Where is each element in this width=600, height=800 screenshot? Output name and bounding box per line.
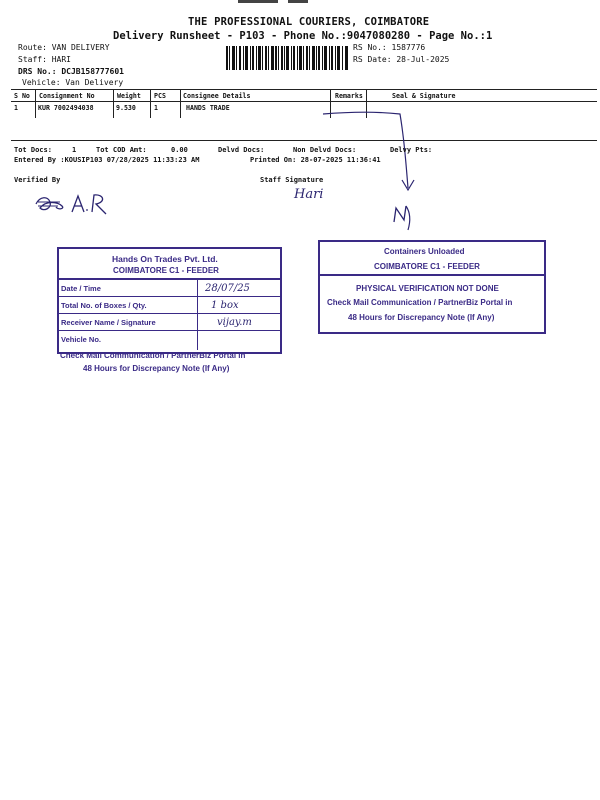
left-stamp-boxes-label: Total No. of Boxes / Qty. xyxy=(61,301,147,310)
left-stamp-grid-h xyxy=(57,330,280,331)
drs-number: DRS No.: DCJB158777601 xyxy=(18,67,124,76)
left-stamp-branch: COIMBATORE C1 - FEEDER xyxy=(113,266,219,275)
table-row-consignee: HANDS TRADE xyxy=(186,104,230,112)
table-row-pcs: 1 xyxy=(154,104,158,112)
tot-docs-value: 1 xyxy=(72,146,77,154)
left-stamp-date-label: Date / Time xyxy=(61,284,101,293)
left-stamp xyxy=(57,247,281,375)
entered-by: Entered By :KOUSIP103 07/28/2025 11:33:23 AM xyxy=(14,156,200,164)
table-divider xyxy=(150,89,151,118)
table-header-border xyxy=(11,101,597,102)
table-header-consignee: Consignee Details xyxy=(183,92,251,100)
delvy-pts-label: Delvy Pts: xyxy=(390,146,433,154)
right-stamp-divider xyxy=(320,274,544,276)
left-stamp-company: Hands On Trades Pvt. Ltd. xyxy=(112,254,218,264)
left-stamp-vehicle-label: Vehicle No. xyxy=(61,335,102,344)
table-row-consignment: KUR 7002494038 xyxy=(38,104,94,112)
tot-cod-label: Tot COD Amt: xyxy=(96,146,147,154)
table-header-pcs: PCS xyxy=(154,92,166,100)
left-stamp-date-value: 28/07/25 xyxy=(205,283,250,294)
table-row-sno: 1 xyxy=(14,104,18,112)
right-stamp-title: Containers Unloaded xyxy=(384,247,465,256)
left-stamp-grid-h xyxy=(57,296,280,297)
handwritten-arrow xyxy=(318,108,428,238)
left-stamp-footer-2: 48 Hours for Discrepancy Note (If Any) xyxy=(83,364,230,373)
rs-date: RS Date: 28-Jul-2025 xyxy=(353,55,450,64)
table-header-seal: Seal & Signature xyxy=(392,92,456,100)
non-delvd-docs-label: Non Delvd Docs: xyxy=(293,146,357,154)
right-stamp-warning: PHYSICAL VERIFICATION NOT DONE xyxy=(356,284,499,293)
table-header-sno: S No xyxy=(14,92,30,100)
tot-cod-value: 0.00 xyxy=(171,146,188,154)
right-stamp-footer-1: Check Mail Communication / PartnerBiz Portal in xyxy=(327,298,513,307)
left-stamp-grid-v xyxy=(197,280,198,350)
table-divider xyxy=(113,89,114,118)
company-title: THE PROFESSIONAL COURIERS, COIMBATORE xyxy=(188,16,430,28)
right-stamp xyxy=(318,240,546,334)
table-header-weight: Weight xyxy=(117,92,141,100)
delvd-docs-label: Delvd Docs: xyxy=(218,146,265,154)
top-scan-mark xyxy=(238,0,278,3)
staff-signature-label: Staff Signature xyxy=(260,176,324,184)
staff-text: Staff: HARI xyxy=(18,55,71,64)
left-stamp-footer-1: Check Mail Communication / PartnerBiz Portal in xyxy=(60,351,246,360)
vehicle-text: Vehicle: Van Delivery xyxy=(22,78,124,87)
runsheet-title: Delivery Runsheet - P103 - Phone No.:9047080280 - Page No.:1 xyxy=(113,30,493,42)
table-bottom-border xyxy=(11,140,597,141)
rs-number: RS No.: 1587776 xyxy=(353,43,426,52)
table-row-weight: 9.530 xyxy=(116,104,136,112)
left-stamp-receiver-label: Receiver Name / Signature xyxy=(61,318,156,327)
right-stamp-branch: COIMBATORE C1 - FEEDER xyxy=(374,262,480,271)
left-stamp-boxes-value: 1 box xyxy=(211,300,239,311)
right-stamp-footer-2: 48 Hours for Discrepancy Note (If Any) xyxy=(348,313,495,322)
table-header-consignment: Consignment No xyxy=(39,92,95,100)
table-top-border xyxy=(11,89,597,90)
verified-signature xyxy=(32,190,122,218)
left-stamp-receiver-value: vijay.m xyxy=(217,317,252,328)
left-stamp-grid-h xyxy=(57,313,280,314)
tot-docs-label: Tot Docs: xyxy=(14,146,52,154)
barcode xyxy=(226,46,348,70)
table-divider xyxy=(180,89,181,118)
top-scan-mark xyxy=(288,0,308,3)
printed-on: Printed On: 28-07-2025 11:36:41 xyxy=(250,156,381,164)
table-header-remarks: Remarks xyxy=(335,92,363,100)
staff-signature-handwriting: Hari xyxy=(294,187,324,202)
route-text: Route: VAN DELIVERY xyxy=(18,43,110,52)
verified-by-label: Verified By xyxy=(14,176,61,184)
table-divider xyxy=(35,89,36,118)
left-stamp-divider xyxy=(57,278,282,280)
